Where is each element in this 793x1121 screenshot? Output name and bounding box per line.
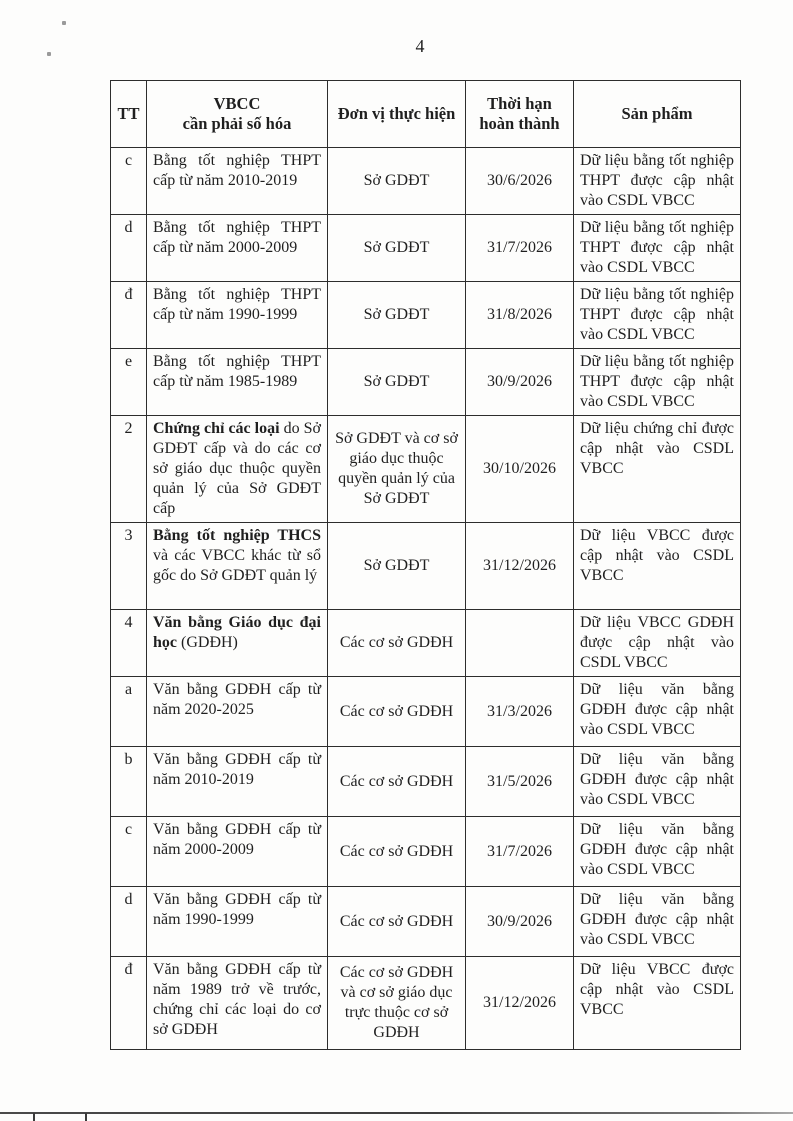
row-index-cell: 3 — [111, 523, 147, 610]
digitization-schedule-table — [110, 80, 741, 1050]
scan-tick — [33, 1113, 35, 1121]
deadline-cell: 31/5/2026 — [466, 747, 574, 817]
row-index-cell: đ — [111, 957, 147, 1050]
unit-cell: Sở GDĐT — [328, 349, 466, 416]
product-cell: Dữ liệu văn bằng GDĐH được cập nhật vào CSDL VBCC — [574, 817, 741, 887]
row-index-cell: c — [111, 148, 147, 215]
table-row — [111, 817, 741, 887]
product-cell: Dữ liệu bằng tốt nghiệp THPT được cập nhật vào CSDL VBCC — [574, 282, 741, 349]
table-row — [111, 349, 741, 416]
deadline-cell: 30/6/2026 — [466, 148, 574, 215]
table-row — [111, 957, 741, 1050]
table-body — [111, 148, 741, 1050]
table-row — [111, 677, 741, 747]
vbcc-text: Văn bằng GDĐH cấp từ năm 2010-2019 — [153, 751, 321, 788]
header-product: Sản phẩm — [574, 81, 741, 148]
row-index-cell: b — [111, 747, 147, 817]
vbcc-cell — [147, 677, 328, 747]
deadline-cell: 31/7/2026 — [466, 215, 574, 282]
row-index-cell: a — [111, 677, 147, 747]
vbcc-text: Bằng tốt nghiệp THPT cấp từ năm 1990-1999 — [153, 286, 321, 323]
deadline-cell: 30/9/2026 — [466, 887, 574, 957]
product-cell: Dữ liệu VBCC được cập nhật vào CSDL VBCC — [574, 957, 741, 1050]
vbcc-text: Văn bằng GDĐH cấp từ năm 1990-1999 — [153, 891, 321, 928]
unit-cell: Sở GDĐT — [328, 282, 466, 349]
row-index-cell: d — [111, 215, 147, 282]
table-row — [111, 610, 741, 677]
unit-cell: Các cơ sở GDĐH — [328, 887, 466, 957]
vbcc-text: Văn bằng GDĐH cấp từ năm 2020-2025 — [153, 681, 321, 718]
product-cell: Dữ liệu VBCC GDĐH được cập nhật vào CSDL VBCC — [574, 610, 741, 677]
vbcc-cell — [147, 215, 328, 282]
deadline-cell: 30/9/2026 — [466, 349, 574, 416]
header-deadline: Thời hạn hoàn thành — [466, 81, 574, 148]
product-cell: Dữ liệu văn bằng GDĐH được cập nhật vào CSDL VBCC — [574, 677, 741, 747]
unit-cell: Các cơ sở GDĐH — [328, 817, 466, 887]
unit-cell: Sở GDĐT — [328, 148, 466, 215]
vbcc-bold-text: Văn bằng Giáo dục đại học — [153, 614, 321, 651]
product-cell: Dữ liệu văn bằng GDĐH được cập nhật vào CSDL VBCC — [574, 747, 741, 817]
table-row — [111, 148, 741, 215]
vbcc-text: (GDĐH) — [177, 634, 238, 651]
table-row — [111, 747, 741, 817]
vbcc-cell — [147, 282, 328, 349]
row-index-cell: 2 — [111, 416, 147, 523]
vbcc-bold-text: Chứng chỉ các loại — [153, 420, 280, 437]
scan-speck — [47, 52, 51, 56]
table-row — [111, 523, 741, 610]
header-vbcc: VBCC cần phải số hóa — [147, 81, 328, 148]
row-index-cell: 4 — [111, 610, 147, 677]
table-row — [111, 416, 741, 523]
vbcc-cell — [147, 523, 328, 610]
product-cell: Dữ liệu VBCC được cập nhật vào CSDL VBCC — [574, 523, 741, 610]
vbcc-cell — [147, 887, 328, 957]
scan-speck — [62, 21, 66, 25]
next-page-edge-line — [0, 1112, 793, 1114]
row-index-cell: d — [111, 887, 147, 957]
product-cell: Dữ liệu bằng tốt nghiệp THPT được cập nhật vào CSDL VBCC — [574, 215, 741, 282]
product-cell: Dữ liệu bằng tốt nghiệp THPT được cập nhật vào CSDL VBCC — [574, 349, 741, 416]
product-cell: Dữ liệu chứng chỉ được cập nhật vào CSDL VBCC — [574, 416, 741, 523]
vbcc-cell — [147, 148, 328, 215]
unit-cell: Sở GDĐT và cơ sở giáo dục thuộc quyền quản lý của Sở GDĐT — [328, 416, 466, 523]
vbcc-cell — [147, 349, 328, 416]
vbcc-text: Bằng tốt nghiệp THPT cấp từ năm 1985-1989 — [153, 353, 321, 390]
vbcc-text: Văn bằng GDĐH cấp từ năm 2000-2009 — [153, 821, 321, 858]
unit-cell: Các cơ sở GDĐH — [328, 677, 466, 747]
product-cell: Dữ liệu bằng tốt nghiệp THPT được cập nhật vào CSDL VBCC — [574, 148, 741, 215]
deadline-cell: 30/10/2026 — [466, 416, 574, 523]
vbcc-bold-text: Bằng tốt nghiệp THCS — [153, 527, 321, 544]
row-index-cell: e — [111, 349, 147, 416]
header-tt: TT — [111, 81, 147, 148]
table-row — [111, 215, 741, 282]
unit-cell: Các cơ sở GDĐH và cơ sở giáo dục trực thuộc cơ sở GDĐH — [328, 957, 466, 1050]
deadline-cell: 31/3/2026 — [466, 677, 574, 747]
unit-cell: Các cơ sở GDĐH — [328, 610, 466, 677]
table-row — [111, 887, 741, 957]
page-number: 4 — [415, 36, 425, 56]
unit-cell: Các cơ sở GDĐH — [328, 747, 466, 817]
unit-cell: Sở GDĐT — [328, 215, 466, 282]
header-unit: Đơn vị thực hiện — [328, 81, 466, 148]
vbcc-cell — [147, 610, 328, 677]
deadline-cell: 31/12/2026 — [466, 957, 574, 1050]
table-row — [111, 282, 741, 349]
deadline-cell: 31/12/2026 — [466, 523, 574, 610]
vbcc-text: Bằng tốt nghiệp THPT cấp từ năm 2000-2009 — [153, 219, 321, 256]
vbcc-cell — [147, 416, 328, 523]
vbcc-text: do Sở GDĐT cấp và do các cơ sở giáo dục thuộc quyền quản lý của Sở GDĐT cấp — [153, 420, 321, 517]
vbcc-text: Bằng tốt nghiệp THPT cấp từ năm 2010-2019 — [153, 152, 321, 189]
vbcc-cell — [147, 747, 328, 817]
scan-tick — [85, 1113, 87, 1121]
vbcc-cell — [147, 817, 328, 887]
row-index-cell: c — [111, 817, 147, 887]
vbcc-cell — [147, 957, 328, 1050]
product-cell: Dữ liệu văn bằng GDĐH được cập nhật vào CSDL VBCC — [574, 887, 741, 957]
unit-cell: Sở GDĐT — [328, 523, 466, 610]
deadline-cell: 31/7/2026 — [466, 817, 574, 887]
vbcc-text: và các VBCC khác từ sổ gốc do Sở GDĐT quản lý — [153, 547, 321, 584]
header-row — [111, 81, 741, 148]
table-header — [111, 81, 741, 148]
deadline-cell — [466, 610, 574, 677]
vbcc-text: Văn bằng GDĐH cấp từ năm 1989 trở về trước, chứng chỉ các loại do cơ sở GDĐH — [153, 961, 321, 1038]
row-index-cell: đ — [111, 282, 147, 349]
deadline-cell: 31/8/2026 — [466, 282, 574, 349]
